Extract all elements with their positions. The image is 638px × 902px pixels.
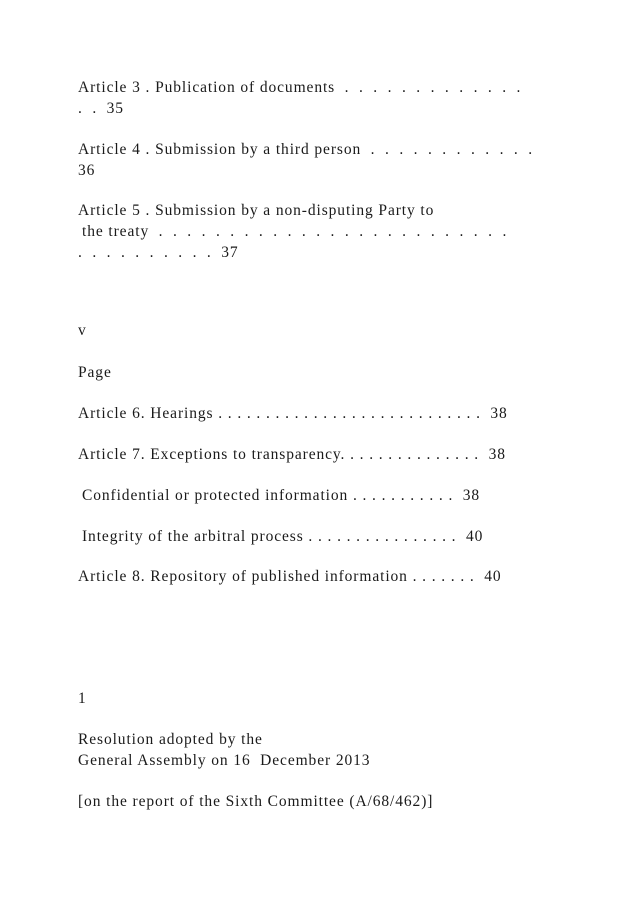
toc-entry-article-8: Article 8. Repository of published information . . . . . . . 40 (78, 568, 502, 585)
toc-entry-article-5-cont: the treaty . . . . . . . . . . . . . . . . . . . . . . . . . (82, 223, 508, 240)
page-column-header: Page (78, 364, 112, 381)
toc-entry-confidential: Confidential or protected information . . . . . . . . . . . 38 (82, 487, 481, 504)
resolution-report-reference: [on the report of the Sixth Committee (A/68/462)] (78, 793, 434, 810)
toc-entry-article-4-page: 36 (78, 162, 96, 179)
toc-entry-article-3: Article 3 . Publication of documents . . . . . . . . . . . . . (78, 79, 522, 96)
page-number: 1 (78, 690, 87, 707)
toc-entry-article-3-page: . . 35 (78, 100, 124, 117)
page-roman-numeral: v (78, 322, 87, 339)
toc-entry-article-4: Article 4 . Submission by a third person . . . . . . . . . . . . (78, 141, 534, 158)
resolution-title-line-1: Resolution adopted by the (78, 731, 263, 748)
toc-entry-integrity: Integrity of the arbitral process . . . . . . . . . . . . . . . . 40 (82, 528, 484, 545)
toc-entry-article-5-page: . . . . . . . . . . 37 (78, 244, 239, 261)
toc-entry-article-6: Article 6. Hearings . . . . . . . . . . . . . . . . . . . . . . . . . . . . 38 (78, 405, 508, 422)
toc-entry-article-5: Article 5 . Submission by a non-disputing Party to (78, 202, 435, 219)
resolution-title-line-2: General Assembly on 16 December 2013 (78, 752, 371, 769)
toc-entry-article-7: Article 7. Exceptions to transparency. . . . . . . . . . . . . . . 38 (78, 446, 506, 463)
